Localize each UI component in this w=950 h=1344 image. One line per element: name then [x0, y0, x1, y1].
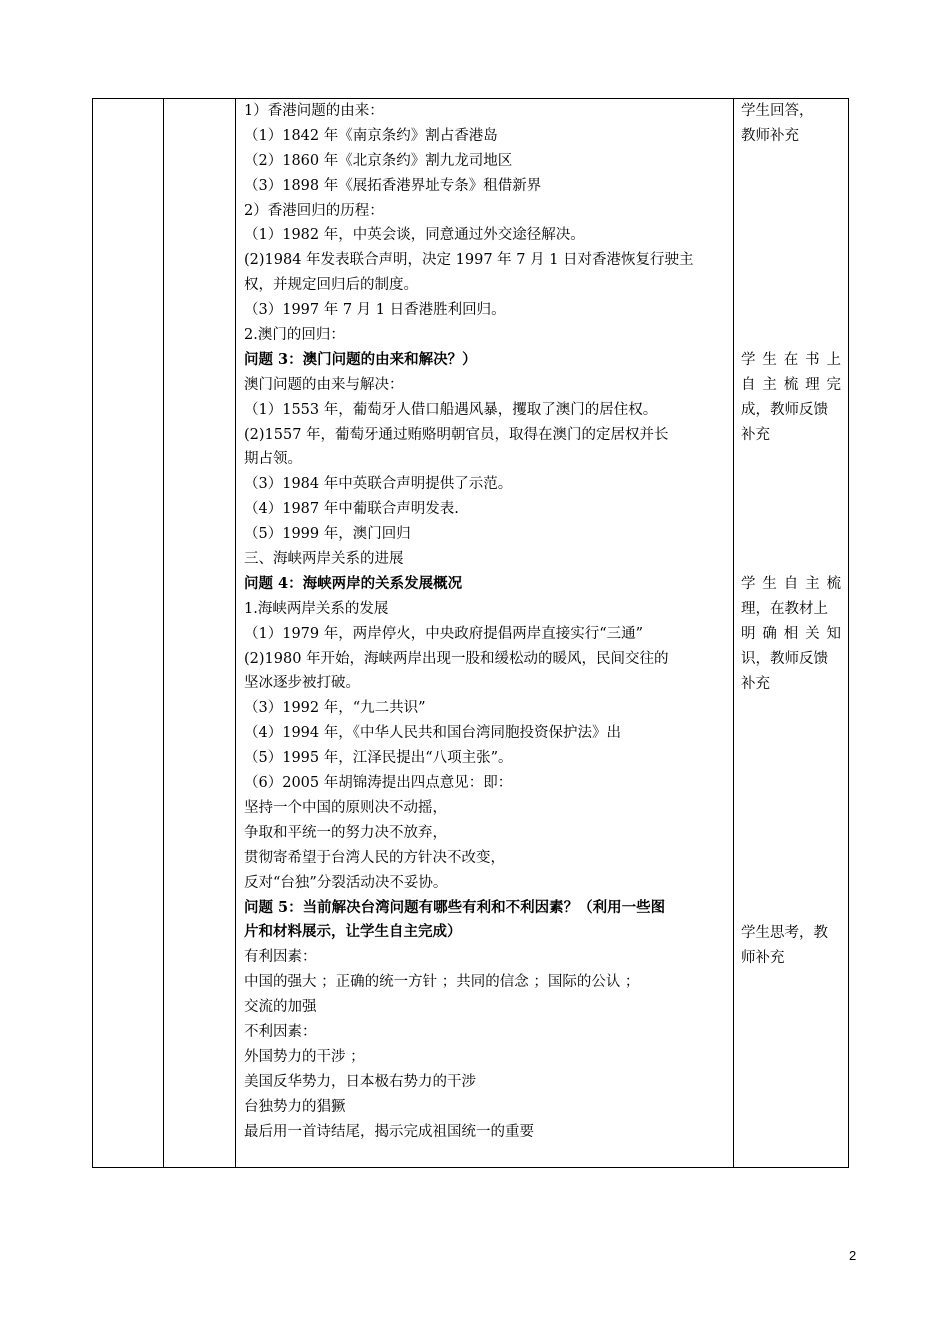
page-number: 2 [849, 1248, 857, 1263]
note-line: 补充 [741, 426, 770, 443]
content-line: （1）1979 年，两岸停火，中央政府提倡两岸直接实行“三通” [244, 625, 644, 642]
lesson-plan-table [92, 98, 849, 1168]
note-line: 明确相关知 [741, 625, 841, 642]
content-line: 有利因素： [244, 949, 317, 966]
content-line: （6）2005 年胡锦涛提出四点意见：即： [244, 775, 513, 792]
content-line: 美国反华势力，日本极右势力的干涉 [244, 1073, 476, 1090]
content-line: （4）1994 年，《中华人民共和国台湾同胞投资保护法》出 [244, 725, 621, 742]
note-line: 教师补充 [741, 127, 799, 144]
content-line: （3）1992 年，“九二共识” [244, 700, 426, 717]
note-line: 学生在书上 [741, 352, 841, 368]
question-5-heading: 问题 5：当前解决台湾问题有哪些有利和不利因素？（利用一些图 [244, 898, 666, 916]
content-line: （3）1898 年《展拓香港界址专条》租借新界 [244, 177, 542, 194]
content-line: （5）1999 年，澳门回归 [244, 526, 411, 543]
content-line: 贯彻寄希望于台湾人民的方针决不改变， [244, 849, 505, 866]
content-line: 中国的强大 ；正确的统一方针 ；共同的信念 ；国际的公认 ； [244, 974, 640, 991]
content-line: 交流的加强 [244, 999, 317, 1016]
content-line: （3）1984 年中英联合声明提供了示范。 [244, 476, 513, 493]
content-line: 1）香港问题的由来： [244, 103, 384, 119]
column-divider-1 [163, 99, 164, 1167]
content-line: 争取和平统一的努力决不放弃， [244, 824, 447, 841]
teaching-content-column [244, 99, 730, 1144]
content-line: 2.澳门的回归： [244, 327, 345, 344]
content-line: （2）1860 年《北京条约》割九龙司地区 [244, 152, 513, 169]
question-5-heading-cont: 片和材料展示，让学生自主完成） [244, 923, 462, 941]
student-activity-note-3 [741, 572, 841, 696]
content-line: 反对“台独”分裂活动决不妥协。 [244, 874, 448, 891]
content-line: 外国势力的干涉 ； [244, 1048, 365, 1065]
content-line: (2)1984 年发表联合声明，决定 1997 年 7 月 1 日对香港恢复行驶主 [244, 252, 694, 269]
content-line: （5）1995 年，江泽民提出“八项主张”。 [244, 750, 513, 767]
student-activity-note-4 [741, 921, 841, 971]
note-line: 补充 [741, 675, 770, 692]
content-line: （3）1997 年 7 月 1 日香港胜利回归。 [244, 302, 506, 319]
note-line: 学生回答， [741, 103, 814, 119]
question-4-heading: 问题 4：海峡两岸的关系发展概况 [244, 574, 463, 592]
student-activity-note-1 [741, 99, 841, 149]
content-line: (2)1980 年开始，海峡两岸出现一股和缓松动的暖风，民间交往的 [244, 650, 669, 667]
question-3-heading: 问题 3：澳门问题的由来和解决？） [244, 350, 477, 368]
content-line: （4）1987 年中葡联合声明发表. [244, 501, 459, 518]
column-divider-3 [733, 99, 734, 1167]
section-heading: 三、海峡两岸关系的进展 [244, 551, 404, 568]
note-line: 学生自主梳 [741, 576, 841, 592]
content-line: 台独势力的猖獗 [244, 1098, 346, 1115]
content-line: 坚冰逐步被打破。 [244, 675, 360, 692]
content-line: 2）香港回归的历程： [244, 202, 384, 219]
content-line: 最后用一首诗结尾，揭示完成祖国统一的重要 [244, 1123, 534, 1140]
content-line: 权，并规定回归后的制度。 [244, 277, 418, 294]
content-line: （1）1982 年，中英会谈，同意通过外交途径解决。 [244, 227, 585, 244]
note-line: 成，教师反馈 [741, 401, 828, 418]
content-line: 1.海峡两岸关系的发展 [244, 600, 389, 617]
content-line: （1）1553 年，葡萄牙人借口船遇风暴，攫取了澳门的居住权。 [244, 401, 658, 418]
note-line: 自主梳理完 [741, 376, 841, 393]
note-line: 理，在教材上 [741, 600, 828, 617]
note-line: 识，教师反馈 [741, 650, 828, 667]
content-line: 坚持一个中国的原则决不动摇， [244, 799, 447, 816]
content-line: 不利因素： [244, 1023, 317, 1040]
content-line: 澳门问题的由来与解决： [244, 376, 404, 393]
student-activity-note-2 [741, 348, 841, 448]
column-divider-2 [235, 99, 236, 1167]
note-line: 学生思考，教 [741, 925, 828, 941]
note-line: 师补充 [741, 949, 785, 966]
content-line: （1）1842 年《南京条约》割占香港岛 [244, 127, 498, 144]
content-line: 期占领。 [244, 451, 302, 468]
content-line: (2)1557 年，葡萄牙通过贿赂明朝官员，取得在澳门的定居权并长 [244, 426, 669, 443]
